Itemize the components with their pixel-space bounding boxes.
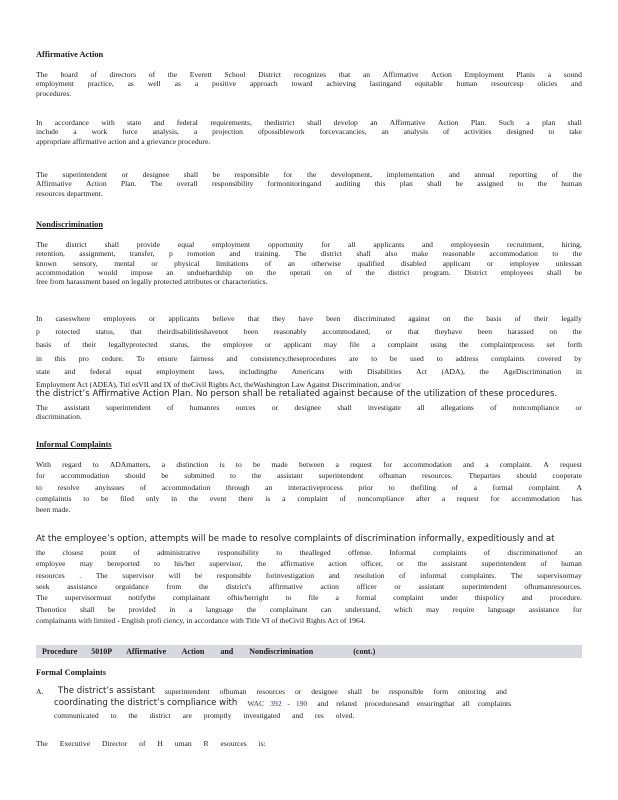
procedure-title: Affirmative Action and Nondiscrimination bbox=[126, 647, 314, 656]
procedure-cont: (cont.) bbox=[353, 647, 376, 656]
section-heading-affirmative-action: Affirmative Action bbox=[36, 50, 104, 59]
text-line: accommodation would impose an unduehardship on the operati on of the district program. District employees shall be bbox=[36, 267, 582, 277]
text-line: The district shall provide equal employment opportunity for all applicants and employeesin recruitment, hiring, bbox=[36, 240, 582, 249]
procedure-number: 5010P bbox=[91, 647, 113, 656]
text-line: for accommodation should be submitted to the assistant superintendent ofhuman resources. Theparties should cooperate bbox=[36, 471, 582, 481]
text-line: The board of directors of the Everett School District recognizes that an Affirmative Action Employment Planis a sound bbox=[36, 70, 582, 79]
text-line: Affirmative Action Plan. The overall responsibility formonitoringand auditing this plan shall be assigned to the human bbox=[36, 179, 582, 189]
text-line: include a work force analysis, a projection ofpossiblework forcevacancies, an analysis of activities designed to take bbox=[36, 127, 582, 137]
text-line: the closest point of administrative responsibility to thealleged offense. Informal complaints of discriminationof an bbox=[36, 548, 582, 557]
wac-link[interactable]: WAC 392 - 190 bbox=[247, 699, 308, 708]
text-line: basis of their legallyprotected status, the employee or applicant may file a complaint using the complaintprocess set forth bbox=[36, 340, 582, 350]
text-line: resources . The supervisor will be responsible forinvestigation and resolution of informal complaints. The supervisormay bbox=[36, 570, 582, 580]
text-line: seek assistance orguidance from the district's affirmative action officer or assistant superintendent ofhumanresources. bbox=[36, 581, 582, 591]
text-line: known sensory, mental or physical limitations of an otherwise qualified disabled applicant or employee unlessan bbox=[36, 258, 582, 268]
text-line: In caseswhere employees or applicants believe that they have been discriminated against on the basis of their legally bbox=[36, 314, 582, 323]
text-line: In accordance with state and federal requirements, thedistrict shall develop an Affirmative Action Plan. Such a plan shall bbox=[36, 118, 582, 127]
procedure-label: Procedure bbox=[42, 647, 78, 656]
text-line: retention, assignment, transfer, p romotion and training. The district shall also make reasonable accommodation to the bbox=[36, 249, 582, 259]
text-line: With regard to ADAmatters, a distinction is to be made between a request for accommodation and a complaint. A request bbox=[36, 460, 582, 469]
text-line: been made. bbox=[36, 505, 71, 515]
section-heading-nondiscrimination: Nondiscrimination bbox=[36, 220, 104, 229]
text-line: The assistant superintendent of humanres ources or designee shall investigate all allegations of noncompliance or bbox=[36, 403, 582, 412]
item-a-line-1: A. The district’s assistant superintendent ofhuman resources or designee shall be responsible form onitoring and bbox=[36, 686, 507, 696]
closing-line: The Executive Director of H uman R esources is: bbox=[36, 739, 266, 748]
section-heading-informal-complaints: Informal Complaints bbox=[36, 440, 112, 449]
section-heading-formal-complaints: Formal Complaints bbox=[36, 668, 107, 677]
item-a-line-2: coordinating the district’s compliance with WAC 392 - 190 and related proceduresand ensuringthat all complaints bbox=[54, 698, 512, 708]
text-line: procedures. bbox=[36, 88, 72, 98]
text-line: employee may bereported to his/her supervisor, the affirmative action officer, or the assistant superintendent of human bbox=[36, 559, 582, 569]
text-line: The superintendent or designee shall be responsible for the development, implementation and annual reporting of the bbox=[36, 170, 582, 179]
item-letter: A. bbox=[36, 687, 44, 696]
text-line: state and federal equal employment laws, includingthe Americans with Disabilities Act (ADA), the AgeDiscrimination in bbox=[36, 366, 582, 376]
text-line: employment practice, as well as a positive approach toward achieving lastingand equitable human resourcesp olicies and bbox=[36, 79, 582, 89]
procedure-header-bar bbox=[36, 645, 582, 658]
text-line: resources department. bbox=[36, 188, 103, 198]
text-line: to resolve anyissues of accommodation through an interactiveprocess prior to thefiling of a formal complaint. A bbox=[36, 482, 582, 492]
text-line: free from harassment based on legally protected attributes or characteristics. bbox=[36, 277, 268, 287]
text-line: appropriate affirmative action and a grievance procedure. bbox=[36, 136, 211, 146]
text-line: complaintis to be filed only in the event there is a complaint of noncompliance after a request for accommodation has bbox=[36, 493, 582, 503]
text-line: complainants with limited - English profi ciency, in accordance with Title VI of theCivil Rights Act of 1964. bbox=[36, 615, 366, 625]
text-line: in this pro cedure. To ensure fairness and consistency,theseprocedures are to be used to address complaints covered by bbox=[36, 353, 582, 363]
text-line: p rotected status, that theirdisabilitieshavenot been reasonably accommodated, or that theyhave been harassed on the bbox=[36, 327, 582, 337]
paragraph-emphasis: At the employee’s option, attempts will be made to resolve complaints of discrimination informally, expeditiously and at bbox=[36, 534, 555, 544]
paragraph-emphasis: the district’s Affirmative Action Plan. No person shall be retaliated against because of the utilization of these procedures. bbox=[36, 389, 558, 399]
text-line: Thenotice shall be provided in a language the complainant can understand, which may require language assistance for bbox=[36, 604, 582, 614]
item-a-line-3: communicated to the district are promptly investigated and res olved. bbox=[54, 711, 355, 720]
text-line: discrimination. bbox=[36, 412, 82, 422]
text-line: The supervisormust notifythe complainant ofhis/herright to file a formal complaint under thispolicy and procedure. bbox=[36, 593, 582, 603]
text-line: Employment Act (ADEA), Titl esVII and IX of theCivil Rights Act, theWashington Law Against Discrimination, and/or bbox=[36, 380, 401, 389]
